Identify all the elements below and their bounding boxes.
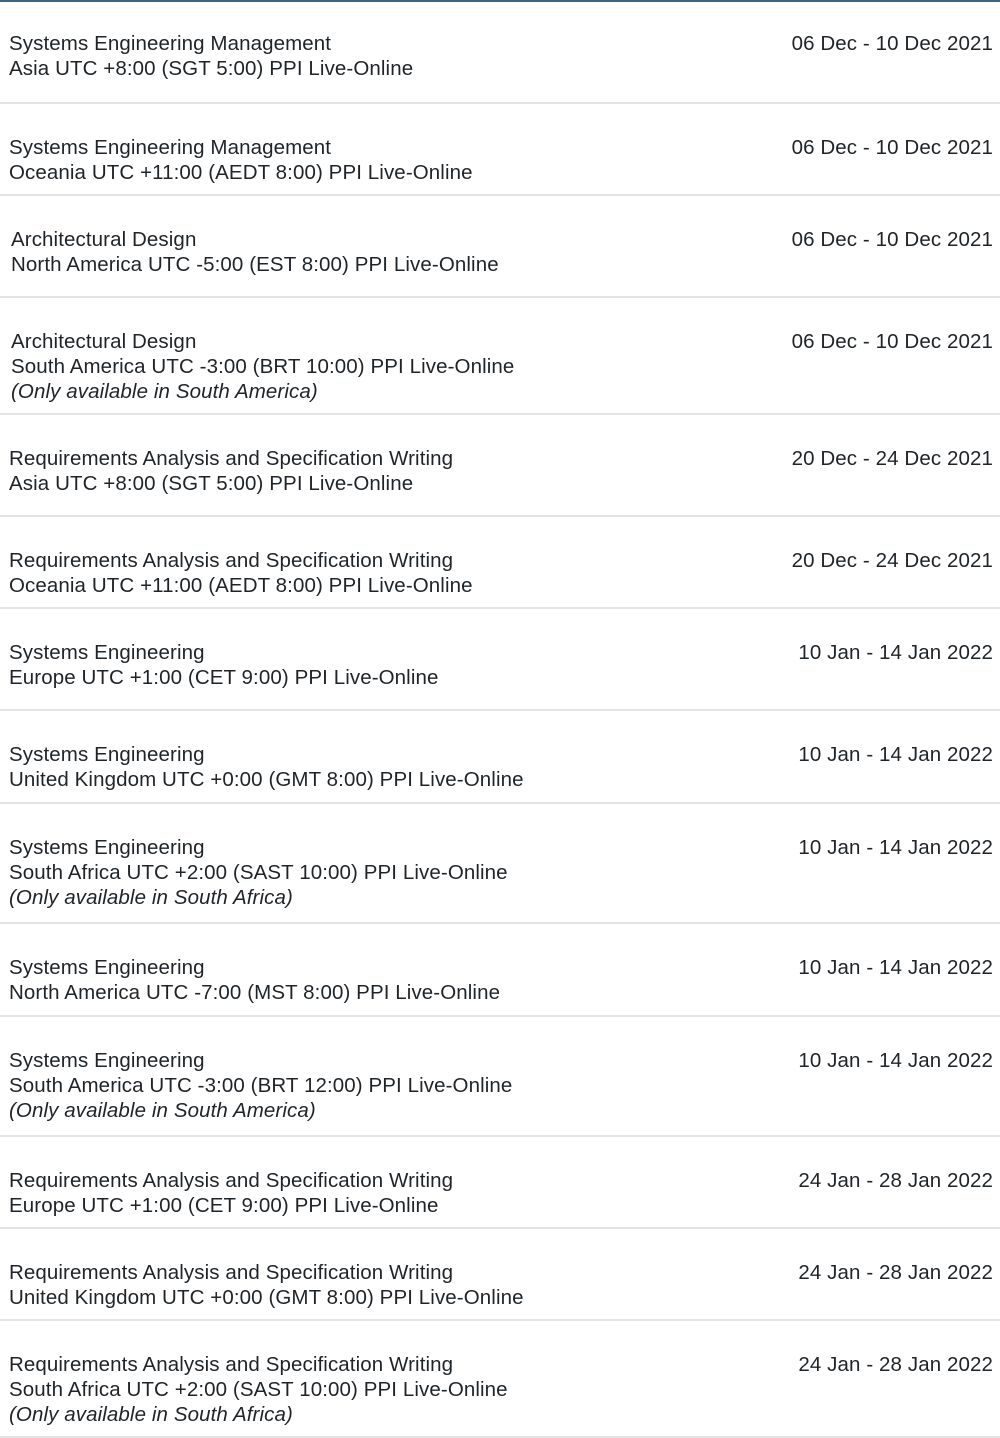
course-row[interactable] bbox=[0, 415, 1000, 517]
course-dates: 10 Jan - 14 Jan 2022 bbox=[798, 1049, 993, 1072]
course-title: Systems Engineering bbox=[9, 1049, 205, 1072]
course-row[interactable] bbox=[0, 711, 1000, 804]
course-info bbox=[9, 548, 709, 598]
course-row[interactable] bbox=[0, 104, 1000, 196]
course-info bbox=[9, 835, 709, 910]
course-info bbox=[9, 742, 709, 792]
course-row[interactable] bbox=[0, 1017, 1000, 1137]
course-dates: 06 Dec - 10 Dec 2021 bbox=[791, 330, 993, 353]
course-dates: 10 Jan - 14 Jan 2022 bbox=[798, 641, 993, 664]
course-info bbox=[9, 1168, 709, 1218]
course-info bbox=[9, 640, 709, 690]
course-info bbox=[9, 1260, 709, 1310]
course-row[interactable] bbox=[0, 1229, 1000, 1321]
course-availability-note: (Only available in South Africa) bbox=[9, 1403, 293, 1426]
course-availability-note: (Only available in South America) bbox=[9, 1099, 316, 1122]
course-row[interactable] bbox=[0, 298, 1000, 415]
course-title: Systems Engineering bbox=[9, 641, 205, 664]
course-title: Systems Engineering bbox=[9, 743, 205, 766]
course-dates: 24 Jan - 28 Jan 2022 bbox=[798, 1261, 993, 1284]
course-info bbox=[9, 446, 709, 496]
course-session: United Kingdom UTC +0:00 (GMT 8:00) PPI Live-Online bbox=[9, 1286, 524, 1309]
course-info bbox=[9, 1352, 709, 1427]
course-title: Architectural Design bbox=[11, 330, 197, 353]
course-session: South Africa UTC +2:00 (SAST 10:00) PPI Live-Online bbox=[9, 861, 508, 884]
course-title: Requirements Analysis and Specification Writing bbox=[9, 1353, 454, 1376]
course-list bbox=[0, 2, 1000, 1438]
course-title: Requirements Analysis and Specification Writing bbox=[9, 549, 454, 572]
course-info bbox=[9, 955, 709, 1005]
course-row[interactable] bbox=[0, 196, 1000, 298]
course-dates: 10 Jan - 14 Jan 2022 bbox=[798, 836, 993, 859]
course-session: Europe UTC +1:00 (CET 9:00) PPI Live-Online bbox=[9, 1194, 439, 1217]
course-dates: 20 Dec - 24 Dec 2021 bbox=[791, 549, 993, 572]
course-dates: 06 Dec - 10 Dec 2021 bbox=[791, 136, 993, 159]
course-title: Systems Engineering Management bbox=[9, 136, 332, 159]
course-availability-note: (Only available in South Africa) bbox=[9, 886, 293, 909]
course-row[interactable] bbox=[0, 1137, 1000, 1229]
course-dates: 10 Jan - 14 Jan 2022 bbox=[798, 956, 993, 979]
course-session: United Kingdom UTC +0:00 (GMT 8:00) PPI Live-Online bbox=[9, 768, 524, 791]
course-info bbox=[9, 1048, 709, 1123]
course-session: Oceania UTC +11:00 (AEDT 8:00) PPI Live-Online bbox=[9, 574, 473, 597]
course-session: North America UTC -7:00 (MST 8:00) PPI Live-Online bbox=[9, 981, 501, 1004]
course-title: Systems Engineering Management bbox=[9, 32, 332, 55]
course-title: Systems Engineering bbox=[9, 836, 205, 859]
course-title: Systems Engineering bbox=[9, 956, 205, 979]
course-info bbox=[9, 329, 711, 404]
course-session: South Africa UTC +2:00 (SAST 10:00) PPI Live-Online bbox=[9, 1378, 508, 1401]
course-row[interactable] bbox=[0, 2, 1000, 104]
course-dates: 10 Jan - 14 Jan 2022 bbox=[798, 743, 993, 766]
course-row[interactable] bbox=[0, 609, 1000, 711]
course-title: Architectural Design bbox=[11, 228, 197, 251]
course-dates: 24 Jan - 28 Jan 2022 bbox=[798, 1353, 993, 1376]
course-row[interactable] bbox=[0, 924, 1000, 1017]
course-dates: 06 Dec - 10 Dec 2021 bbox=[791, 228, 993, 251]
course-row[interactable] bbox=[0, 517, 1000, 609]
course-session: Oceania UTC +11:00 (AEDT 8:00) PPI Live-Online bbox=[9, 161, 473, 184]
course-row[interactable] bbox=[0, 804, 1000, 924]
course-title: Requirements Analysis and Specification Writing bbox=[9, 1169, 454, 1192]
course-dates: 24 Jan - 28 Jan 2022 bbox=[798, 1169, 993, 1192]
course-session: Europe UTC +1:00 (CET 9:00) PPI Live-Online bbox=[9, 666, 439, 689]
course-title: Requirements Analysis and Specification Writing bbox=[9, 447, 454, 470]
course-session: South America UTC -3:00 (BRT 10:00) PPI Live-Online bbox=[11, 355, 515, 378]
course-dates: 20 Dec - 24 Dec 2021 bbox=[791, 447, 993, 470]
course-info bbox=[9, 227, 711, 277]
course-session: Asia UTC +8:00 (SGT 5:00) PPI Live-Online bbox=[9, 472, 414, 495]
course-title: Requirements Analysis and Specification Writing bbox=[9, 1261, 454, 1284]
course-availability-note: (Only available in South America) bbox=[11, 380, 318, 403]
course-info bbox=[9, 135, 709, 185]
course-session: North America UTC -5:00 (EST 8:00) PPI Live-Online bbox=[11, 253, 499, 276]
course-dates: 06 Dec - 10 Dec 2021 bbox=[791, 32, 993, 55]
course-row[interactable] bbox=[0, 1321, 1000, 1438]
course-session: Asia UTC +8:00 (SGT 5:00) PPI Live-Online bbox=[9, 57, 414, 80]
course-session: South America UTC -3:00 (BRT 12:00) PPI Live-Online bbox=[9, 1074, 513, 1097]
course-info bbox=[9, 31, 709, 81]
